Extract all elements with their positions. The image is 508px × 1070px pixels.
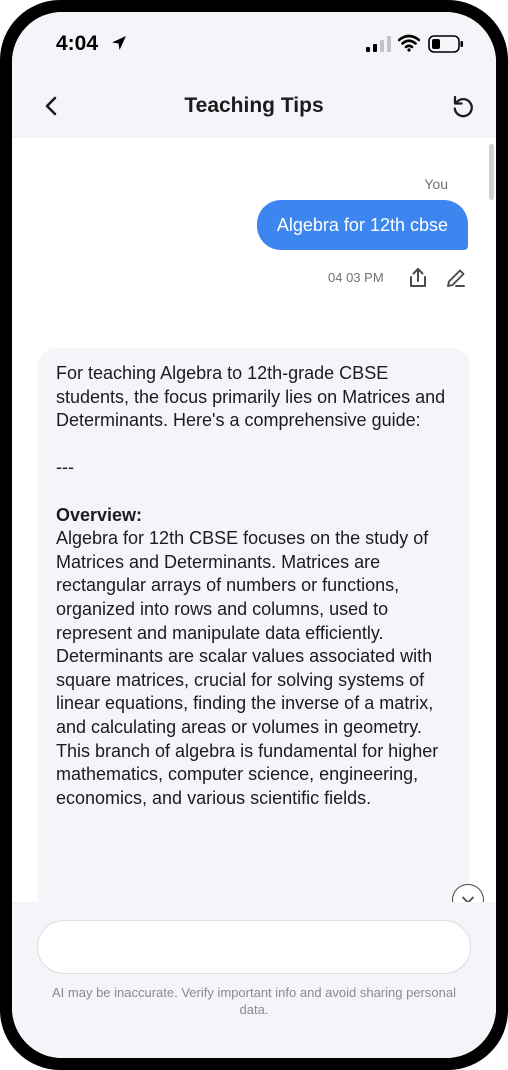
edit-pencil-icon[interactable] xyxy=(444,266,468,290)
header xyxy=(12,74,496,138)
location-arrow-icon xyxy=(110,34,128,52)
ai-section-heading: Overview: xyxy=(56,504,143,525)
ai-message-divider: --- xyxy=(56,457,74,478)
wifi-icon xyxy=(398,34,420,52)
disclaimer-text: AI may be inaccurate. Verify important info and avoid sharing personal data. xyxy=(52,985,456,1017)
scrollbar[interactable] xyxy=(489,144,494,200)
back-chevron-icon[interactable] xyxy=(40,94,64,118)
ai-message-bubble xyxy=(38,348,470,914)
composer-area xyxy=(12,902,496,1058)
status-time: 4:04 xyxy=(56,32,99,55)
ai-section-body: Algebra for 12th CBSE focuses on the study of Matrices and Determinants. Matrices are rectangular arrays of numbers or functions, organized into rows and columns, used to represent and manipulate data efficiently. Determinants are scalar values associated with square matrices, crucial for solving systems of linear equations, finding the inverse of a matrix, and calculating areas or volumes in geometry. This branch of algebra is fundamental for higher mathematics, computer science, engineering, economics, and various scientific fields. xyxy=(56,528,439,808)
chat-area[interactable] xyxy=(12,138,496,914)
page-title: Teaching Tips xyxy=(184,94,324,117)
ai-message-intro: For teaching Algebra to 12th-grade CBSE students, the focus primarily lies on Matrices and Determinants. Here's a comprehensive guide: xyxy=(56,363,446,431)
status-bar xyxy=(12,12,496,74)
message-timestamp: 04 03 PM xyxy=(328,270,384,285)
cellular-signal-icon xyxy=(366,36,392,52)
refresh-icon[interactable] xyxy=(450,94,476,120)
phone-screen xyxy=(12,12,496,1058)
message-input[interactable] xyxy=(37,920,471,974)
share-icon[interactable] xyxy=(406,266,430,290)
battery-icon xyxy=(428,35,464,53)
sender-label: You xyxy=(424,176,448,192)
user-message-bubble: Algebra for 12th cbse xyxy=(257,200,468,250)
